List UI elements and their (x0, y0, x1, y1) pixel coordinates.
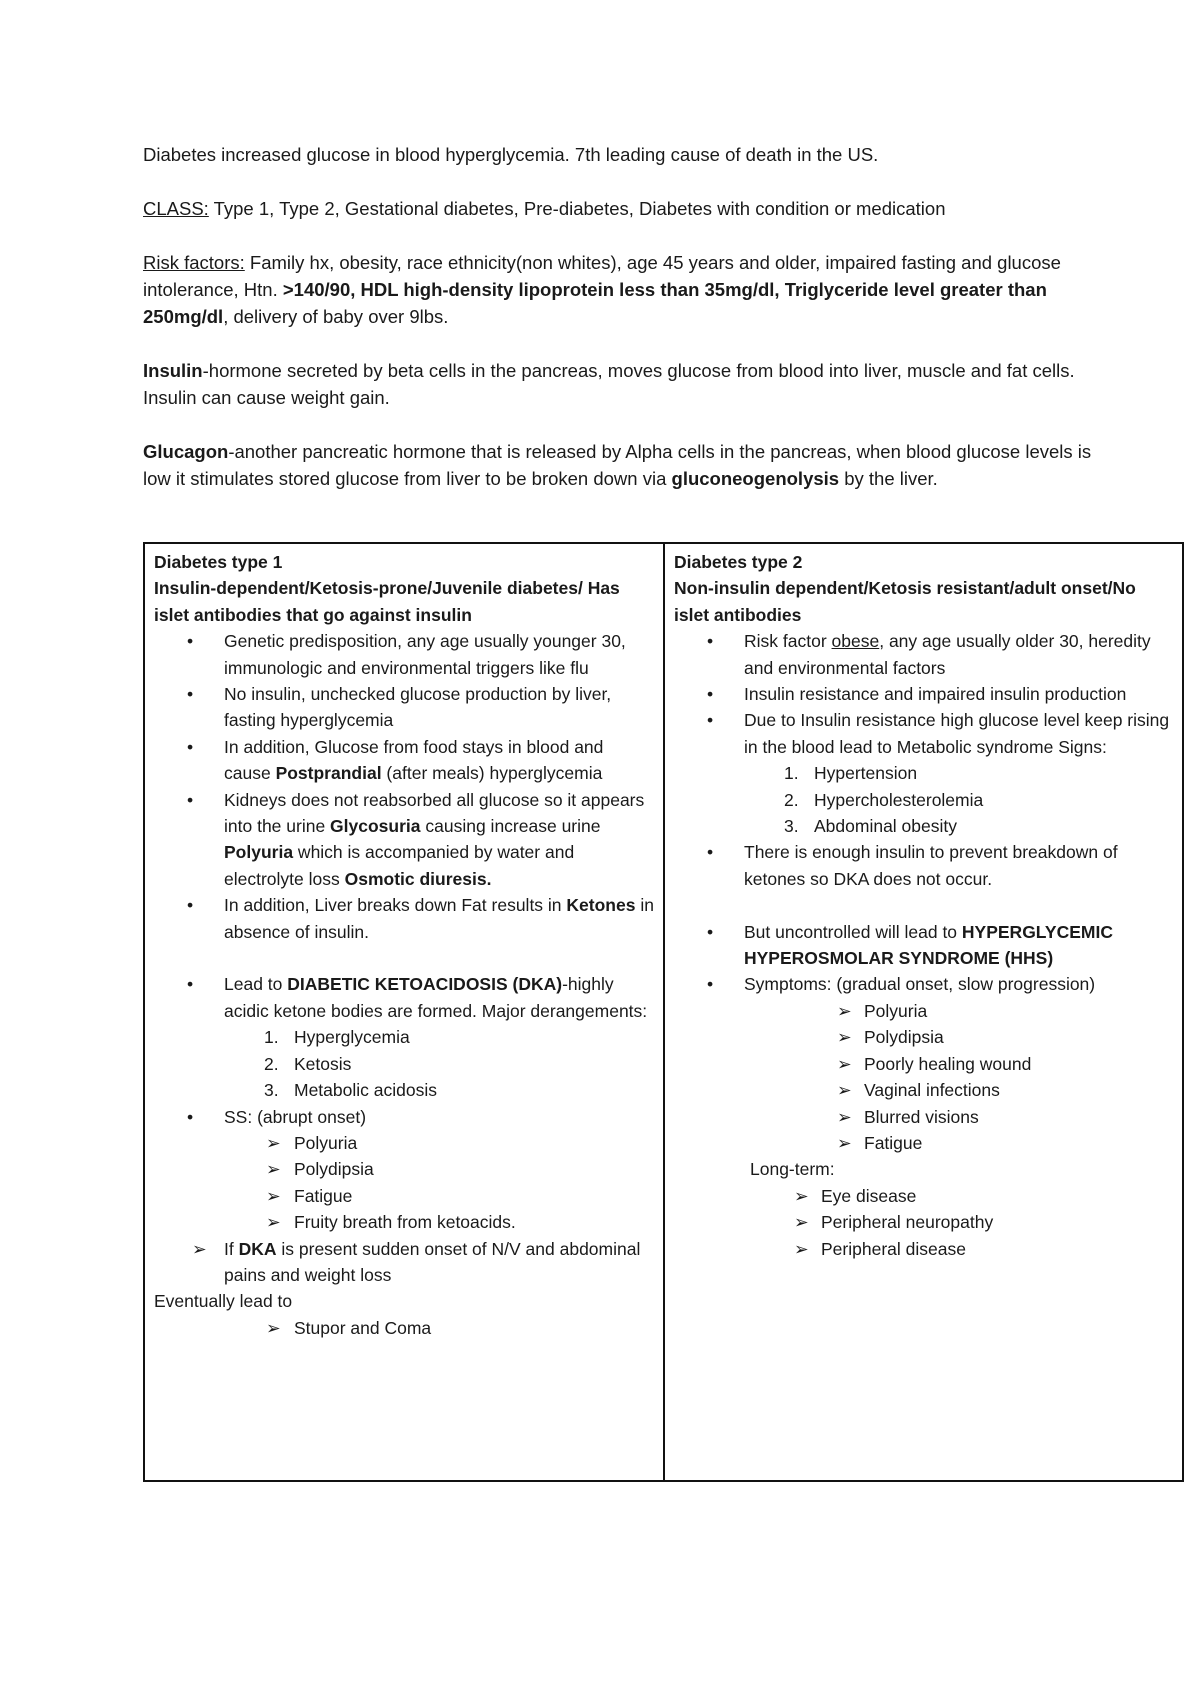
list-item (674, 681, 1173, 707)
arrow-icon: ➢ (266, 1212, 281, 1233)
bullet-icon: • (187, 895, 194, 916)
item-text: Stupor and Coma (294, 1317, 432, 1338)
item-text: Hypertension (814, 763, 918, 784)
type1-list (154, 628, 654, 945)
item-text: in absence of insulin. (224, 895, 654, 942)
osmotic-diuresis-term: Osmotic diuresis. (344, 868, 492, 889)
numbered-item (674, 813, 1173, 839)
arrow-icon: ➢ (837, 1106, 852, 1127)
item-text: Insulin resistance and impaired insulin production (744, 684, 1127, 705)
dka-term: DKA (238, 1238, 277, 1259)
item-text: Peripheral disease (821, 1238, 966, 1259)
arrow-icon: ➢ (794, 1238, 809, 1259)
item-text: which is accompanied by water and electrolyte loss (224, 842, 575, 889)
arrow-item (674, 1051, 1173, 1077)
list-item (154, 681, 654, 734)
type1-dka-list (154, 971, 654, 1024)
item-text: Polydipsia (864, 1027, 944, 1048)
type1-title: Diabetes type 1 (154, 552, 283, 572)
item-text: Ketosis (294, 1053, 352, 1074)
item-text: Vaginal infections (864, 1080, 1000, 1101)
list-item (674, 628, 1173, 681)
arrow-item (154, 1156, 654, 1182)
comparison-table (143, 542, 1184, 1482)
list-item (674, 707, 1173, 760)
table-row (144, 543, 1183, 1481)
item-text: Hypercholesterolemia (814, 789, 984, 810)
intro-text: Diabetes increased glucose in blood hyperglycemia. 7th leading cause of death in the US. (143, 144, 879, 165)
arrow-icon: ➢ (192, 1238, 207, 1259)
type2-subtitle: Non-insulin dependent/Ketosis resistant/adult onset/No islet antibodies (674, 578, 1136, 625)
item-text: But uncontrolled will lead to (744, 921, 962, 942)
numbered-item (154, 1051, 654, 1077)
type1-derangements (154, 1024, 654, 1103)
glucagon-text-end: by the liver. (839, 468, 938, 489)
bullet-icon: • (707, 631, 714, 652)
list-item (674, 919, 1173, 972)
arrow-icon: ➢ (837, 1053, 852, 1074)
item-text: , any age usually older 30, heredity and environmental factors (744, 631, 1151, 678)
list-item (154, 1104, 654, 1130)
risk-text-end: , delivery of baby over 9lbs. (223, 306, 449, 327)
item-text: Kidneys does not reabsorbed all glucose so it appears into the urine (224, 789, 645, 837)
bullet-icon: • (187, 974, 194, 995)
bullet-icon: • (707, 974, 714, 995)
arrow-item (674, 998, 1173, 1024)
type1-eventual-list (154, 1315, 654, 1341)
item-text: Hyperglycemia (294, 1027, 410, 1048)
bullet-icon: • (707, 684, 714, 705)
polyuria-term: Polyuria (224, 842, 294, 863)
risk-label: Risk factors: (143, 252, 245, 273)
type2-list-b (674, 839, 1173, 892)
arrow-item (154, 1236, 654, 1289)
obese-term: obese (831, 631, 880, 652)
item-text: Peripheral neuropathy (821, 1212, 994, 1233)
item-text: Abdominal obesity (814, 816, 957, 837)
number-marker: 1. (264, 1027, 279, 1048)
numbered-item (674, 787, 1173, 813)
arrow-item (674, 1183, 1173, 1209)
number-marker: 2. (264, 1053, 279, 1074)
bullet-icon: • (187, 789, 194, 810)
item-text: Blurred visions (864, 1106, 979, 1127)
number-marker: 1. (784, 763, 799, 784)
glucagon-text: -another pancreatic hormone that is released by Alpha cells in the pancreas, when blood glucose levels is low it stimulates stored glucose from liver to be broken down via (143, 441, 1092, 489)
arrow-item (674, 1209, 1173, 1235)
list-item (154, 787, 654, 893)
number-marker: 3. (784, 816, 799, 837)
item-text: causing increase urine (420, 816, 601, 837)
class-label: CLASS: (143, 198, 209, 219)
list-item (674, 839, 1173, 892)
longterm-label: Long-term: (750, 1159, 835, 1180)
list-item (674, 971, 1173, 997)
list-item (154, 892, 654, 945)
item-text: Fatigue (294, 1185, 353, 1206)
arrow-item (154, 1183, 654, 1209)
bullet-icon: • (187, 1106, 194, 1127)
bullet-icon: • (707, 921, 714, 942)
number-marker: 3. (264, 1080, 279, 1101)
bullet-icon: • (187, 631, 194, 652)
item-text: is present sudden onset of N/V and abdominal pains and weight loss (224, 1238, 641, 1285)
bullet-icon: • (187, 684, 194, 705)
arrow-icon: ➢ (837, 1000, 852, 1021)
type1-ss-list (154, 1104, 654, 1289)
item-text: (after meals) hyperglycemia (381, 763, 603, 784)
gluconeogenolysis-term: gluconeogenolysis (671, 468, 840, 489)
insulin-text: -hormone secreted by beta cells in the pancreas, moves glucose from blood into liver, muscle and fat cells. Insulin can cause weight gain. (143, 360, 1075, 408)
type2-title: Diabetes type 2 (674, 552, 803, 572)
arrow-icon: ➢ (266, 1317, 281, 1338)
intro-section (143, 141, 1093, 519)
arrow-icon: ➢ (266, 1185, 281, 1206)
item-text: Fruity breath from ketoacids. (294, 1212, 516, 1233)
item-text: Polyuria (864, 1000, 928, 1021)
arrow-item (674, 1236, 1173, 1262)
arrow-item (674, 1077, 1173, 1103)
item-text: Risk factor (744, 631, 832, 652)
glucagon-paragraph (143, 438, 1093, 492)
risk-text: Family hx, obesity, race ethnicity(non whites), age 45 years and older, impaired fasting and glucose intolerance, Htn. (143, 252, 1061, 300)
arrow-item (154, 1315, 654, 1341)
spacer (674, 892, 1173, 918)
insulin-term: Insulin (143, 360, 203, 381)
arrow-icon: ➢ (837, 1027, 852, 1048)
item-text: -highly acidic ketone bodies are formed. Major derangements: (224, 974, 648, 1021)
item-text: Due to Insulin resistance high glucose level keep rising in the blood lead to Metabolic syndrome Signs: (744, 710, 1170, 757)
list-item (154, 628, 654, 681)
numbered-item (154, 1024, 654, 1050)
arrow-item (154, 1209, 654, 1235)
dka-term: DIABETIC KETOACIDOSIS (DKA) (287, 974, 563, 995)
list-item (154, 971, 654, 1024)
item-text: Lead to (224, 974, 288, 995)
risk-paragraph (143, 249, 1093, 330)
item-text: Symptoms: (gradual onset, slow progression) (744, 974, 1096, 995)
item-text: There is enough insulin to prevent breakdown of ketones so DKA does not occur. (744, 842, 1118, 889)
arrow-icon: ➢ (266, 1132, 281, 1153)
ketones-term: Ketones (566, 895, 636, 916)
class-text: Type 1, Type 2, Gestational diabetes, Pre-diabetes, Diabetes with condition or medication (208, 198, 946, 219)
eventually-label: Eventually lead to (154, 1291, 293, 1312)
arrow-icon: ➢ (837, 1080, 852, 1101)
bullet-icon: • (707, 710, 714, 731)
type2-longterm-list (674, 1183, 1173, 1262)
type2-cell (664, 543, 1183, 1481)
arrow-item (154, 1130, 654, 1156)
bullet-icon: • (187, 736, 194, 757)
type1-subtitle: Insulin-dependent/Ketosis-prone/Juvenile diabetes/ Has islet antibodies that go against insulin (154, 578, 620, 625)
arrow-item (674, 1024, 1173, 1050)
spacer (154, 945, 654, 971)
item-text: Polyuria (294, 1132, 358, 1153)
list-item (154, 734, 654, 787)
item-text: Metabolic acidosis (294, 1080, 437, 1101)
type1-cell (144, 543, 664, 1481)
number-marker: 2. (784, 789, 799, 810)
bullet-icon: • (707, 842, 714, 863)
item-text: No insulin, unchecked glucose production by liver, fasting hyperglycemia (224, 684, 612, 731)
arrow-icon: ➢ (794, 1212, 809, 1233)
glycosuria-term: Glycosuria (330, 816, 421, 837)
item-text: Fatigue (864, 1132, 923, 1153)
type2-list (674, 628, 1173, 760)
item-text: In addition, Glucose from food stays in blood and cause (224, 736, 604, 784)
item-text: In addition, Liver breaks down Fat results in (224, 895, 567, 916)
arrow-icon: ➢ (794, 1185, 809, 1206)
item-text: Genetic predisposition, any age usually younger 30, immunologic and environmental triggers like flu (224, 631, 626, 678)
class-paragraph (143, 195, 1093, 222)
arrow-icon: ➢ (837, 1132, 852, 1153)
arrow-item (674, 1104, 1173, 1130)
item-text: Poorly healing wound (864, 1053, 1032, 1074)
arrow-icon: ➢ (266, 1159, 281, 1180)
intro-paragraph (143, 141, 1093, 168)
numbered-item (154, 1077, 654, 1103)
insulin-paragraph (143, 357, 1093, 411)
item-text: Polydipsia (294, 1159, 374, 1180)
item-text: If (224, 1238, 239, 1259)
item-text: SS: (abrupt onset) (224, 1106, 367, 1127)
item-text: Eye disease (821, 1185, 917, 1206)
hhs-term: HYPERGLYCEMIC HYPEROSMOLAR SYNDROME (HHS) (744, 921, 1113, 969)
numbered-item (674, 760, 1173, 786)
postprandial-term: Postprandial (275, 763, 382, 784)
type2-list-c (674, 919, 1173, 1157)
risk-bold-text: >140/90, HDL high-density lipoprotein less than 35mg/dl, Triglyceride level greater than 250mg/dl (143, 279, 1047, 327)
arrow-item (674, 1130, 1173, 1156)
glucagon-term: Glucagon (143, 441, 229, 462)
type2-signs (674, 760, 1173, 839)
